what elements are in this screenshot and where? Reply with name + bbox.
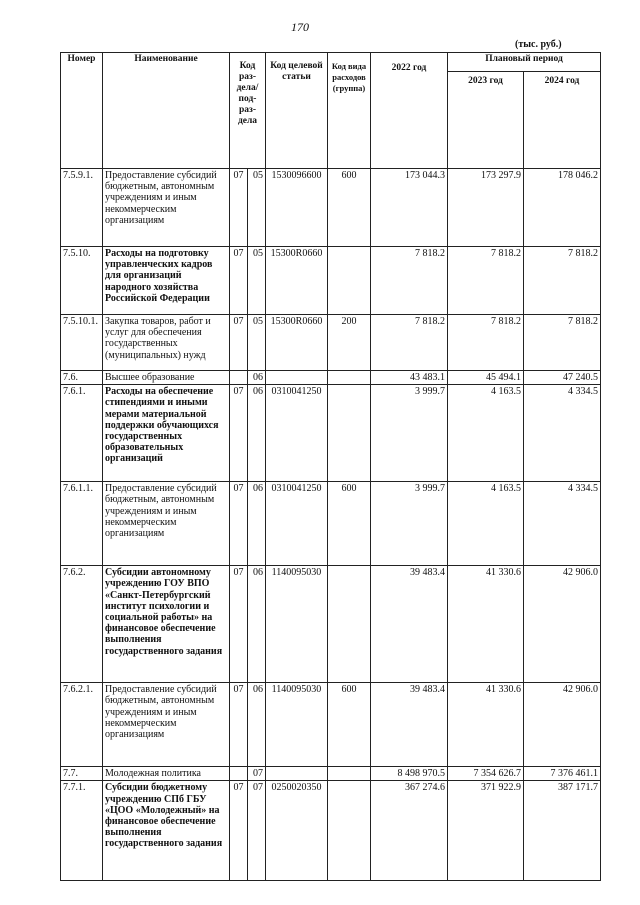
row-amount-2022: 173 044.3 [371, 169, 448, 247]
row-section-code: 07 [230, 683, 248, 767]
row-subsection-code: 05 [248, 169, 266, 247]
row-amount-2024: 387 171.7 [524, 781, 601, 881]
row-amount-2024: 47 240.5 [524, 371, 601, 385]
row-amount-2022: 8 498 970.5 [371, 767, 448, 781]
row-amount-2023: 45 494.1 [448, 371, 524, 385]
row-amount-2022: 39 483.4 [371, 566, 448, 683]
row-subsection-code: 06 [248, 371, 266, 385]
row-amount-2024: 42 906.0 [524, 566, 601, 683]
row-number: 7.7.1. [61, 781, 103, 881]
row-amount-2023: 41 330.6 [448, 566, 524, 683]
header-section-code: Код раз-дела/ под-раз-дела [230, 53, 266, 169]
header-number: Номер [61, 53, 103, 169]
row-amount-2022: 3 999.7 [371, 385, 448, 482]
row-amount-2024: 7 376 461.1 [524, 767, 601, 781]
row-amount-2023: 41 330.6 [448, 683, 524, 767]
row-amount-2022: 43 483.1 [371, 371, 448, 385]
row-expense-type [328, 767, 371, 781]
row-subsection-code: 05 [248, 247, 266, 315]
table-body [61, 169, 601, 881]
row-target-code: 15300R0660 [266, 315, 328, 371]
row-amount-2024: 178 046.2 [524, 169, 601, 247]
row-expense-type: 600 [328, 482, 371, 566]
row-amount-2023: 7 818.2 [448, 247, 524, 315]
row-amount-2022: 3 999.7 [371, 482, 448, 566]
row-amount-2024: 4 334.5 [524, 385, 601, 482]
row-expense-type [328, 566, 371, 683]
row-name: Предоставление субсидий бюджетным, автономным учреждениям и иным некоммерческим организациям [103, 169, 230, 247]
row-section-code: 07 [230, 482, 248, 566]
row-subsection-code: 06 [248, 683, 266, 767]
row-subsection-code: 05 [248, 315, 266, 371]
row-amount-2023: 4 163.5 [448, 482, 524, 566]
table-row [61, 385, 601, 482]
row-amount-2024: 42 906.0 [524, 683, 601, 767]
row-amount-2023: 371 922.9 [448, 781, 524, 881]
row-expense-type: 600 [328, 683, 371, 767]
table-row [61, 683, 601, 767]
row-name: Субсидии бюджетному учреждению СПб ГБУ «ЦОО «Молодежный» на финансовое обеспечение выполнения государственного задания [103, 781, 230, 881]
row-section-code [230, 767, 248, 781]
row-expense-type [328, 385, 371, 482]
row-number: 7.6. [61, 371, 103, 385]
row-section-code: 07 [230, 385, 248, 482]
table-row [61, 247, 601, 315]
row-target-code: 1140095030 [266, 683, 328, 767]
row-name: Расходы на подготовку управленческих кадров для организаций народного хозяйства Российской Федерации [103, 247, 230, 315]
row-target-code [266, 767, 328, 781]
table-row [61, 371, 601, 385]
table-row [61, 767, 601, 781]
row-subsection-code: 07 [248, 781, 266, 881]
row-subsection-code: 07 [248, 767, 266, 781]
row-name: Высшее образование [103, 371, 230, 385]
row-amount-2022: 7 818.2 [371, 315, 448, 371]
row-name: Предоставление субсидий бюджетным, автономным учреждениям и иным некоммерческим организациям [103, 482, 230, 566]
row-amount-2023: 173 297.9 [448, 169, 524, 247]
row-target-code: 1530096600 [266, 169, 328, 247]
page-number: 170 [291, 20, 309, 34]
row-expense-type [328, 247, 371, 315]
header-year-2022: 2022 год [371, 53, 448, 169]
row-number: 7.5.9.1. [61, 169, 103, 247]
row-target-code: 0310041250 [266, 385, 328, 482]
row-section-code: 07 [230, 247, 248, 315]
row-subsection-code: 06 [248, 482, 266, 566]
row-name: Предоставление субсидий бюджетным, автономным учреждениям и иным некоммерческим организациям [103, 683, 230, 767]
header-year-2024: 2024 год [524, 72, 601, 169]
row-section-code: 07 [230, 566, 248, 683]
row-subsection-code: 06 [248, 566, 266, 683]
row-amount-2024: 7 818.2 [524, 315, 601, 371]
row-subsection-code: 06 [248, 385, 266, 482]
row-target-code: 1140095030 [266, 566, 328, 683]
header-expense-type-code: Код вида расходов (группа) [328, 53, 371, 169]
row-section-code: 07 [230, 315, 248, 371]
row-amount-2024: 4 334.5 [524, 482, 601, 566]
row-expense-type [328, 371, 371, 385]
row-target-code: 0250020350 [266, 781, 328, 881]
row-number: 7.5.10.1. [61, 315, 103, 371]
row-amount-2023: 7 354 626.7 [448, 767, 524, 781]
header-name: Наименование [103, 53, 230, 169]
row-name: Закупка товаров, работ и услуг для обеспечения государственных (муниципальных) нужд [103, 315, 230, 371]
row-section-code: 07 [230, 169, 248, 247]
row-number: 7.6.1.1. [61, 482, 103, 566]
header-planning-period: Плановый период [448, 53, 601, 72]
row-name: Субсидии автономному учреждению ГОУ ВПО «Санкт-Петербургский институт психологии и социальной работы» на финансовое обеспечение выполнения государственного задания [103, 566, 230, 683]
row-amount-2023: 7 818.2 [448, 315, 524, 371]
budget-table [60, 52, 601, 881]
row-number: 7.6.1. [61, 385, 103, 482]
row-number: 7.7. [61, 767, 103, 781]
table-row [61, 566, 601, 683]
table-row [61, 169, 601, 247]
table-row [61, 781, 601, 881]
row-target-code: 0310041250 [266, 482, 328, 566]
units-label: (тыс. руб.) [515, 39, 562, 50]
row-section-code: 07 [230, 781, 248, 881]
table-row [61, 482, 601, 566]
row-expense-type: 200 [328, 315, 371, 371]
row-name: Расходы на обеспечение стипендиями и иными мерами материальной поддержки обучающихся государственных образовательных организаций [103, 385, 230, 482]
row-amount-2024: 7 818.2 [524, 247, 601, 315]
table-row [61, 315, 601, 371]
header-target-code: Код целевой статьи [266, 53, 328, 169]
row-name: Молодежная политика [103, 767, 230, 781]
row-number: 7.6.2.1. [61, 683, 103, 767]
row-section-code [230, 371, 248, 385]
row-amount-2022: 39 483.4 [371, 683, 448, 767]
row-target-code: 15300R0660 [266, 247, 328, 315]
row-expense-type [328, 781, 371, 881]
row-amount-2022: 7 818.2 [371, 247, 448, 315]
row-number: 7.5.10. [61, 247, 103, 315]
row-amount-2022: 367 274.6 [371, 781, 448, 881]
row-amount-2023: 4 163.5 [448, 385, 524, 482]
row-expense-type: 600 [328, 169, 371, 247]
row-number: 7.6.2. [61, 566, 103, 683]
header-year-2023: 2023 год [448, 72, 524, 169]
row-target-code [266, 371, 328, 385]
